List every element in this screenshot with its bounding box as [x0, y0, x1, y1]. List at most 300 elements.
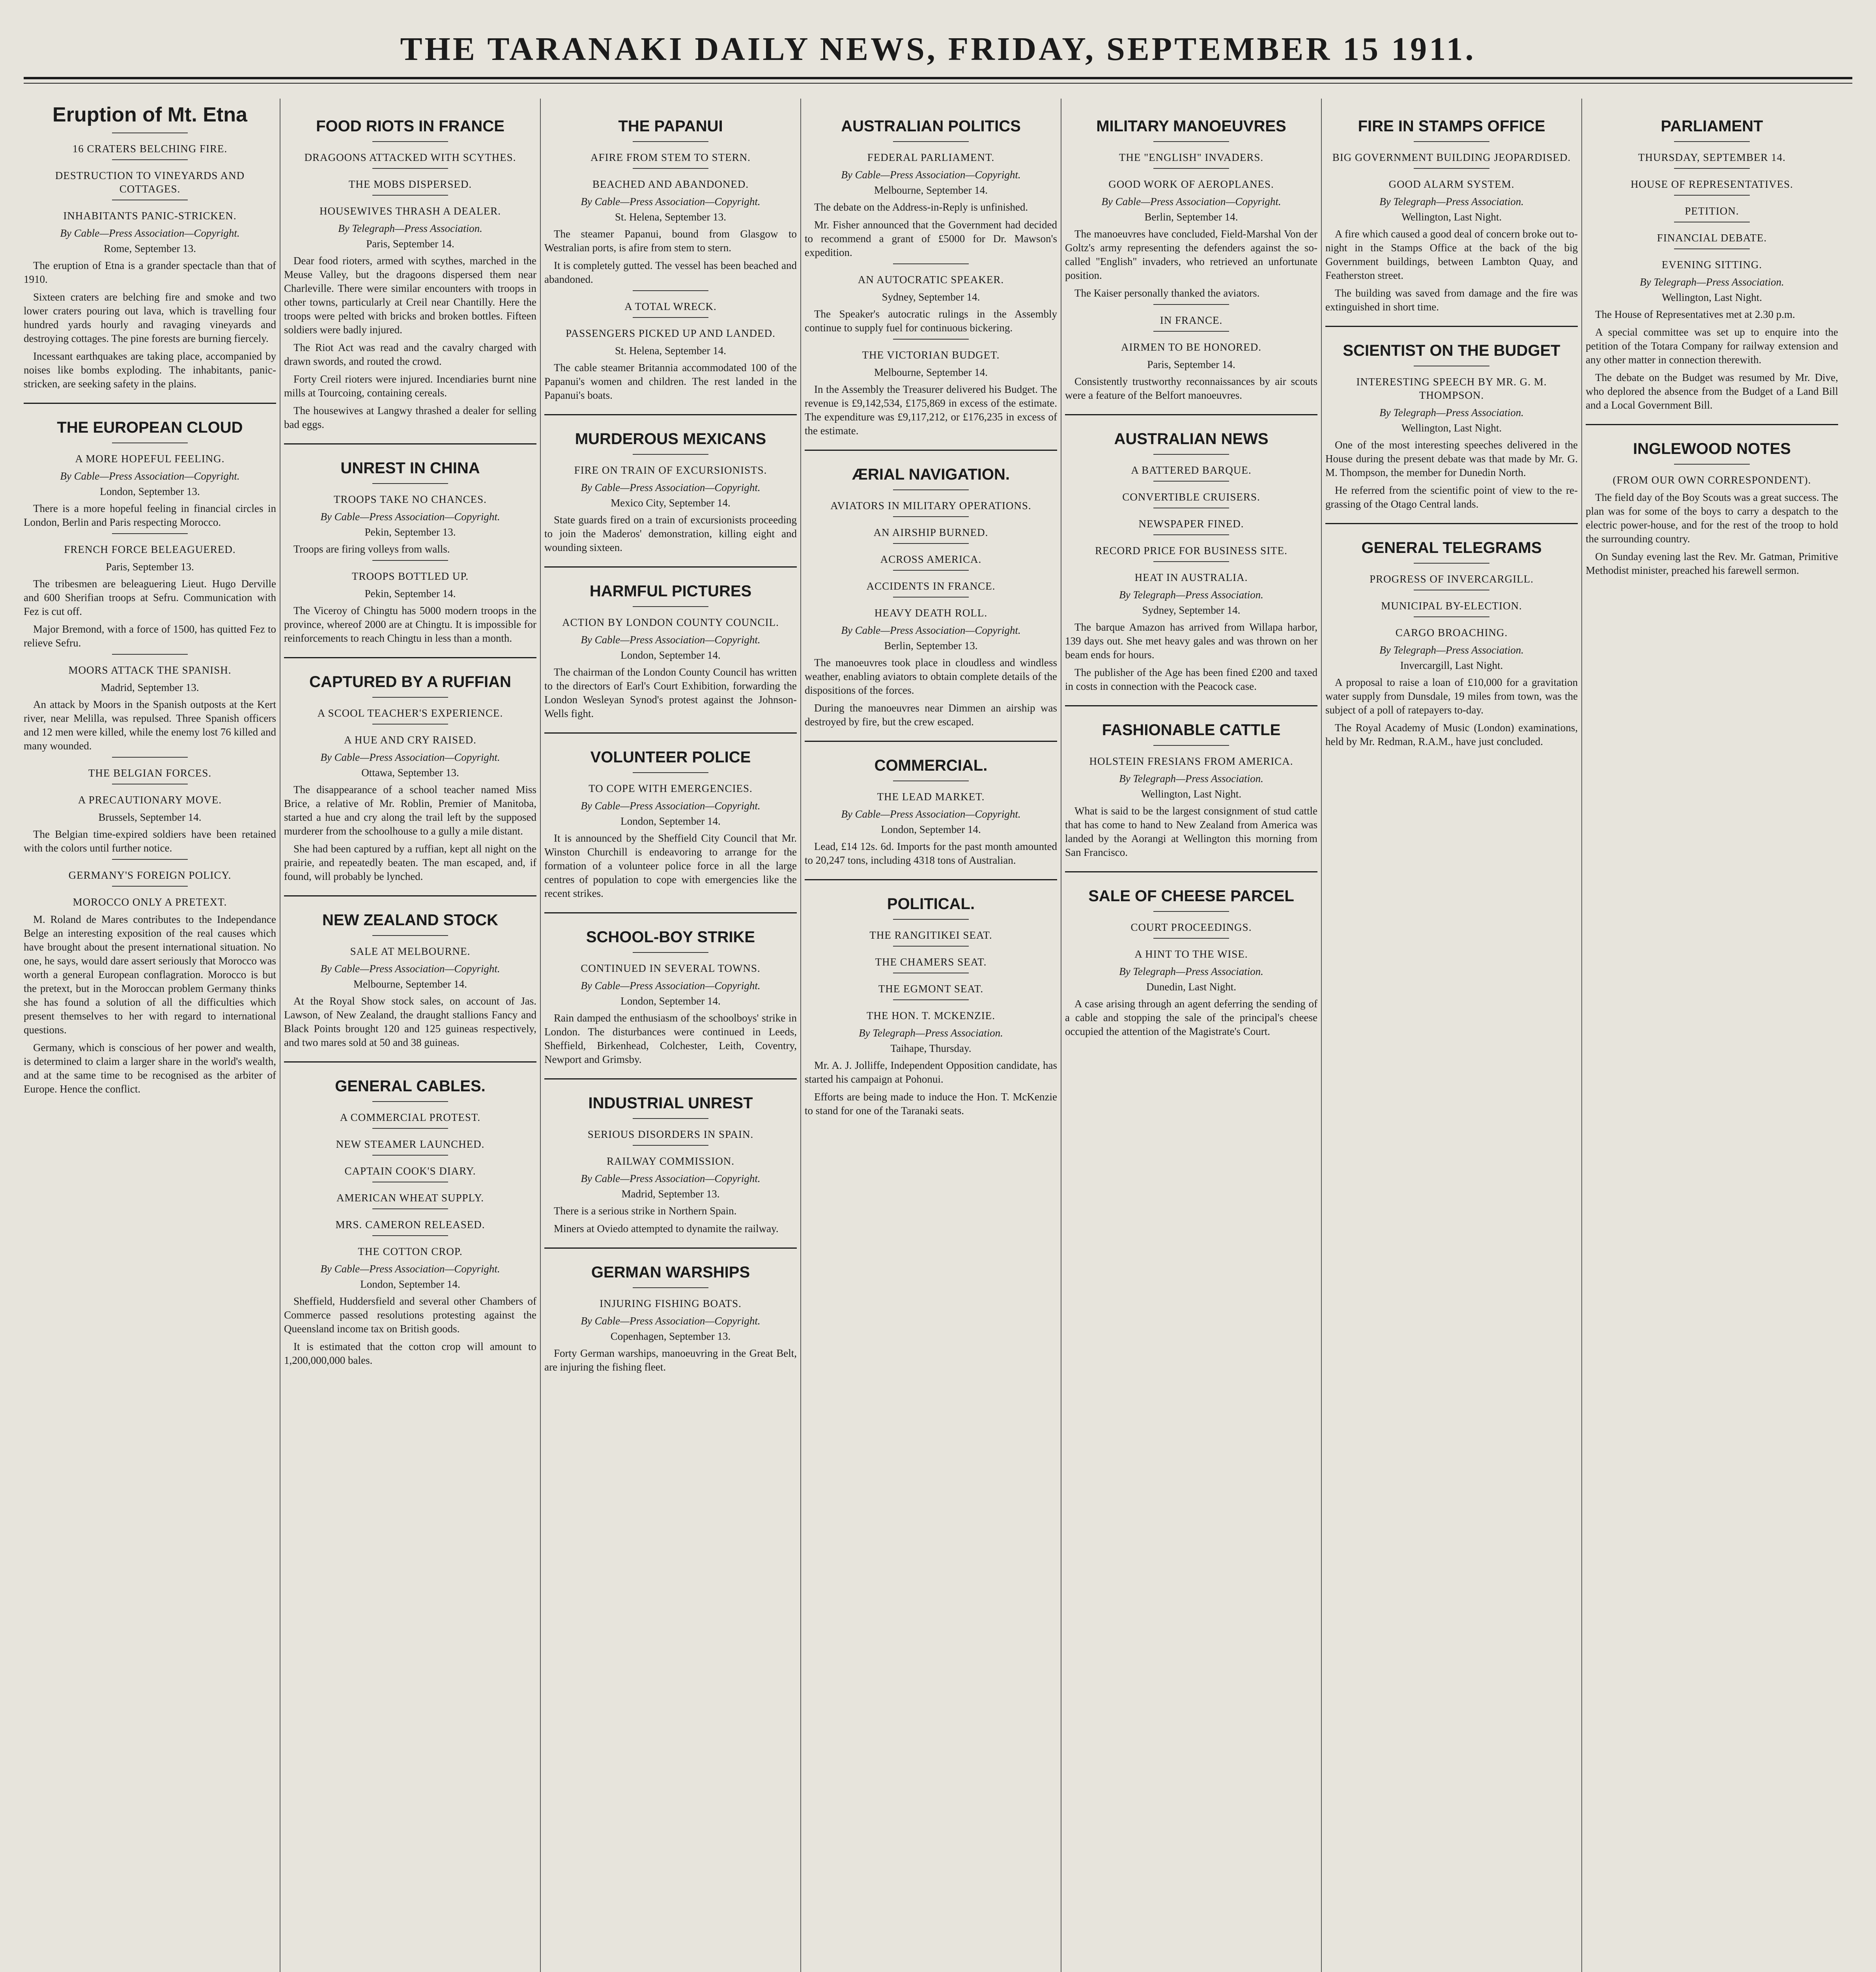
article: [24, 654, 276, 753]
short-rule: [372, 1155, 448, 1156]
article-subheading: DESTRUCTION TO VINEYARDS AND COTTAGES.: [55, 170, 245, 195]
body-paragraph: Miners at Oviedo attempted to dynamite the railway.: [554, 1223, 779, 1234]
dateline: London, September 14.: [360, 1278, 460, 1290]
article-subheading: CONTINUED IN SEVERAL TOWNS.: [581, 962, 760, 974]
article-subheading: THE BELGIAN FORCES.: [88, 767, 212, 779]
article-subheading: MOORS ATTACK THE SPANISH.: [68, 664, 232, 676]
section-rule: [1586, 424, 1838, 425]
article-heading: AUSTRALIAN NEWS: [1114, 430, 1269, 448]
article-heading: COMMERCIAL.: [874, 757, 988, 774]
article: [544, 414, 797, 555]
body-paragraph: In the Assembly the Treasurer delivered his Budget. The revenue is £9,142,534, £175,869 in excess of the estimate. The expenditure was £9,117,212, or £176,235 in excess of the estimate.: [805, 383, 1057, 437]
body-paragraph: Efforts are being made to induce the Hon. T. McKenzie to stand for one of the Taranaki seats.: [805, 1091, 1057, 1117]
body-paragraph: Major Bremond, with a force of 1500, has quitted Fez to relieve Sefru.: [24, 623, 276, 649]
body-paragraph: Sixteen craters are belching fire and smoke and two lower craters pouring out lava, which is travelling four hundred yards hourly and ravaging vineyards and destroying cottages. The pine forests are burning fiercely.: [24, 291, 276, 344]
wire-credit: By Cable—Press Association—Copyright.: [581, 800, 760, 812]
section-rule: [284, 443, 536, 444]
body-paragraph: An attack by Moors in the Spanish outposts at the Kert river, near Melilla, was repulsed. Three Spanish officers and 12 men were killed, while the enemy lost 76 killed and many wounded.: [24, 698, 276, 752]
article-subheading: FINANCIAL DEBATE.: [1657, 232, 1767, 244]
article: [24, 103, 276, 391]
article-heading: INDUSTRIAL UNREST: [588, 1094, 753, 1112]
short-rule: [1414, 168, 1489, 169]
section-rule: [544, 1078, 797, 1079]
dateline: London, September 14.: [620, 995, 721, 1007]
section-rule: [1325, 523, 1578, 524]
article-subheading: ACCIDENTS IN FRANCE.: [866, 580, 996, 592]
wire-credit: By Cable—Press Association—Copyright.: [1101, 196, 1281, 207]
short-rule: [372, 697, 448, 698]
article-subheading: NEW STEAMER LAUNCHED.: [336, 1138, 485, 1150]
article-subheading: ACROSS AMERICA.: [880, 553, 982, 565]
dateline: Melbourne, September 14.: [353, 978, 467, 990]
section-rule: [544, 732, 797, 734]
body-paragraph: The barque Amazon has arrived from Willapa harbor, 139 days out. She met heavy gales and was thrown on her beam ends for hours.: [1065, 621, 1317, 661]
article-subheading: TO COPE WITH EMERGENCIES.: [589, 782, 753, 794]
short-rule: [112, 533, 188, 534]
body-paragraph: The chairman of the London County Council has written to the directors of Earl's Court Exhibition, forwarding the London Wesleyan Synod's protest against the Johnson-Wells fight.: [544, 666, 797, 719]
article-subheading: A HINT TO THE WISE.: [1134, 948, 1248, 960]
article-heading: ÆRIAL NAVIGATION.: [852, 466, 1010, 483]
article-subheading: FEDERAL PARLIAMENT.: [867, 151, 995, 163]
dateline: Wellington, Last Night.: [1401, 422, 1502, 434]
column-divider: [540, 99, 541, 1972]
wire-credit: By Telegraph—Press Association.: [1119, 589, 1263, 601]
article-subheading: HOUSEWIVES THRASH A DEALER.: [319, 205, 501, 217]
section-rule: [805, 879, 1057, 880]
article-heading: THE EUROPEAN CLOUD: [57, 419, 243, 436]
wire-credit: By Cable—Press Association—Copyright.: [320, 751, 500, 763]
article-heading: FOOD RIOTS IN FRANCE: [316, 118, 505, 135]
body-paragraph: One of the most interesting speeches delivered in the House during the present debate was that made by Mr. G. M. Thompson, the member for Dunedin North.: [1325, 439, 1578, 478]
article-heading: GENERAL TELEGRAMS: [1361, 539, 1542, 556]
wire-credit: By Telegraph—Press Association.: [859, 1027, 1003, 1039]
short-rule: [893, 263, 969, 264]
article-heading: INGLEWOOD NOTES: [1633, 440, 1791, 458]
article-heading: POLITICAL.: [887, 895, 975, 913]
dateline: Dunedin, Last Night.: [1146, 981, 1236, 993]
short-rule: [633, 1287, 708, 1288]
wire-credit: By Cable—Press Association—Copyright.: [581, 1315, 760, 1327]
section-rule: [284, 657, 536, 658]
body-paragraph: The disappearance of a school teacher named Miss Brice, a relative of Mr. Roblin, Premier of Manitoba, started a hue and cry along the trail left by the supposed murderer from the schoolhouse to a gully a mile distant.: [284, 784, 536, 837]
dateline: Rome, September 13.: [104, 243, 196, 254]
short-rule: [633, 454, 708, 455]
article-subheading: CARGO BROACHING.: [1395, 627, 1508, 639]
article: [544, 912, 797, 1066]
body-paragraph: Forty Creil rioters were injured. Incendiaries burnt nine mills at Tourcoing, containing cereals.: [284, 373, 536, 399]
body-paragraph: Lead, £14 12s. 6d. Imports for the past month amounted to 20,247 tons, including 4318 tons of Australian.: [805, 840, 1057, 866]
body-paragraph: The Viceroy of Chingtu has 5000 modern troops in the province, whereof 2000 are at Chingtu. It is impossible for reinforcements to reach Chingtu in less than a month.: [284, 605, 536, 644]
article-subheading: AVIATORS IN MILITARY OPERATIONS.: [830, 500, 1031, 512]
short-rule: [1153, 938, 1229, 939]
article-subheading: HOLSTEIN FRESIANS FROM AMERICA.: [1089, 755, 1293, 767]
body-paragraph: She had been captured by a ruffian, kept all night on the prairie, and repeatedly beaten. The man escaped, and, if found, will probably be lynched.: [284, 843, 536, 882]
wire-credit: By Cable—Press Association—Copyright.: [320, 1263, 500, 1275]
article-heading: VOLUNTEER POLICE: [590, 749, 751, 766]
body-paragraph: The Riot Act was read and the cavalry charged with drawn swords, and routed the crowd.: [284, 342, 536, 367]
article-subheading: CAPTAIN COOK'S DIARY.: [344, 1165, 476, 1177]
body-paragraph: The manoeuvres took place in cloudless and windless weather, enabling aviators to obtain complete details of the dispositions of the forces.: [805, 657, 1057, 696]
article-subheading: NEWSPAPER FINED.: [1138, 518, 1244, 530]
article-subheading: MUNICIPAL BY-ELECTION.: [1381, 600, 1522, 612]
article-subheading: SERIOUS DISORDERS IN SPAIN.: [587, 1128, 754, 1140]
dateline: Madrid, September 13.: [621, 1188, 720, 1200]
dateline: St. Helena, September 14.: [615, 345, 726, 357]
masthead-rule-bottom: [24, 83, 1852, 84]
short-rule: [1153, 168, 1229, 169]
body-paragraph: It is completely gutted. The vessel has been beached and abandoned.: [544, 260, 797, 285]
short-rule: [372, 1208, 448, 1209]
body-paragraph: Sheffield, Huddersfield and several other Chambers of Commerce passed resolutions protesting against the Queensland income tax on British goods.: [284, 1295, 536, 1335]
dateline: Paris, September 14.: [1147, 359, 1235, 370]
short-rule: [893, 543, 969, 544]
article-subheading: A TOTAL WRECK.: [624, 301, 717, 312]
article: [1065, 871, 1317, 1038]
body-paragraph: The Royal Academy of Music (London) examinations, held by Mr. Redman, R.A.M., have just concluded.: [1325, 722, 1578, 747]
short-rule: [1674, 195, 1750, 196]
short-rule: [372, 1101, 448, 1102]
body-paragraph: At the Royal Show stock sales, on account of Jas. Lawson, of New Zealand, the draught stallions Fancy and Black Points brought 120 and 125 guineas respectively, and two mares sold at 50 and 38 guineas.: [284, 995, 536, 1048]
body-paragraph: A special committee was set up to enquire into the petition of the Totara Company for railway extension and any other matter in connection therewith.: [1586, 326, 1838, 366]
newspaper-column: [805, 103, 1057, 1972]
article: [1065, 414, 1317, 693]
body-paragraph: On Sunday evening last the Rev. Mr. Gatman, Primitive Methodist minister, preached his farewell sermon.: [1586, 551, 1838, 576]
body-paragraph: The building was saved from damage and the fire was extinguished in short time.: [1325, 287, 1578, 313]
article: [805, 339, 1057, 438]
article-heading: FASHIONABLE CATTLE: [1102, 721, 1281, 739]
newspaper-column: [1325, 103, 1578, 1972]
wire-credit: By Telegraph—Press Association.: [1379, 644, 1524, 656]
dateline: Madrid, September 13.: [101, 682, 199, 693]
article: [544, 1247, 797, 1374]
short-rule: [893, 999, 969, 1000]
dateline: Melbourne, September 14.: [874, 184, 988, 196]
article-subheading: THE HON. T. MCKENZIE.: [867, 1010, 995, 1021]
article-subheading: THE MOBS DISPERSED.: [348, 178, 472, 190]
column-divider: [1321, 99, 1322, 1972]
short-rule: [1414, 563, 1489, 564]
short-rule: [1153, 454, 1229, 455]
article: [544, 290, 797, 402]
article-subheading: GOOD WORK OF AEROPLANES.: [1108, 178, 1274, 190]
article-subheading: THE CHAMERS SEAT.: [875, 956, 987, 968]
article-subheading: INTERESTING SPEECH BY MR. G. M. THOMPSON.: [1356, 376, 1547, 401]
body-paragraph: He referred from the scientific point of view to the re-grassing of the Otago Central lands.: [1325, 484, 1578, 510]
article-subheading: THURSDAY, SEPTEMBER 14.: [1638, 151, 1786, 163]
dateline: Paris, September 13.: [106, 561, 194, 573]
body-paragraph: A fire which caused a good deal of concern broke out to-night in the Stamps Office at the back of the big Government buildings, between Lambton Quay, and Featherston street.: [1325, 228, 1578, 281]
section-rule: [24, 403, 276, 404]
article-subheading: THE LEAD MARKET.: [877, 791, 985, 803]
article-subheading: THE VICTORIAN BUDGET.: [862, 349, 1000, 361]
article-subheading: ACTION BY LONDON COUNTY COUNCIL.: [562, 616, 779, 628]
article: [284, 443, 536, 556]
body-paragraph: The Kaiser personally thanked the aviators.: [1074, 287, 1260, 299]
dateline: St. Helena, September 13.: [615, 211, 726, 223]
wire-credit: By Cable—Press Association—Copyright.: [581, 196, 760, 207]
article: [24, 859, 276, 1096]
article-heading: SCIENTIST ON THE BUDGET: [1343, 342, 1560, 359]
section-rule: [1325, 326, 1578, 327]
newspaper-column: [284, 103, 536, 1972]
article-subheading: IN FRANCE.: [1160, 314, 1223, 326]
short-rule: [112, 159, 188, 160]
body-paragraph: Germany, which is conscious of her power and wealth, is determined to claim a larger share in the world's wealth, and at the same time to be recognised as the arbiter of Europe. Hence the conflict.: [24, 1042, 276, 1095]
dateline: Copenhagen, September 13.: [610, 1330, 731, 1342]
short-rule: [893, 597, 969, 598]
article: [1065, 304, 1317, 402]
short-rule: [893, 919, 969, 920]
wire-credit: By Cable—Press Association—Copyright.: [581, 482, 760, 493]
body-paragraph: The debate on the Budget was resumed by Mr. Dive, who deplored the absence from the Budget of a Land Bill and a Local Government Bill.: [1586, 372, 1838, 411]
article: [284, 117, 536, 431]
dateline: Sydney, September 14.: [882, 291, 980, 303]
section-rule: [284, 1061, 536, 1063]
article-subheading: AIRMEN TO BE HONORED.: [1121, 341, 1261, 353]
dateline: Pekin, September 14.: [364, 588, 456, 599]
article-heading: GENERAL CABLES.: [335, 1078, 486, 1095]
article-subheading: RECORD PRICE FOR BUSINESS SITE.: [1095, 545, 1287, 556]
short-rule: [1674, 464, 1750, 465]
newspaper-column: [24, 103, 276, 1972]
body-paragraph: The publisher of the Age has been fined £200 and taxed in costs in connection with the Peacock case.: [1065, 667, 1317, 692]
wire-credit: By Telegraph—Press Association.: [1379, 196, 1524, 207]
short-rule: [1153, 911, 1229, 912]
wire-credit: By Cable—Press Association—Copyright.: [581, 634, 760, 646]
article-subheading: TROOPS BOTTLED UP.: [351, 570, 469, 582]
article: [544, 566, 797, 721]
short-rule: [1153, 745, 1229, 746]
body-paragraph: A case arising through an agent deferring the sending of a cable and stopping the sale of the principal's cheese occupied the attention of the Magistrate's Court.: [1065, 998, 1317, 1037]
body-paragraph: A proposal to raise a loan of £10,000 for a gravitation water supply from Dunsdale, 19 miles from town, was the subject of a poll of ratepayers to-day.: [1325, 676, 1578, 716]
article: [1065, 705, 1317, 859]
wire-credit: By Cable—Press Association—Copyright.: [320, 511, 500, 523]
wire-credit: By Telegraph—Press Association.: [1640, 276, 1784, 288]
article-subheading: A BATTERED BARQUE.: [1131, 464, 1252, 476]
body-paragraph: The cable steamer Britannia accommodated 100 of the Papanui's women and children. The rest landed in the Papanui's boats.: [544, 362, 797, 401]
article: [24, 533, 276, 650]
article-subheading: A PRECAUTIONARY MOVE.: [78, 794, 222, 806]
section-rule: [805, 741, 1057, 742]
article-heading: GERMAN WARSHIPS: [591, 1264, 750, 1281]
short-rule: [112, 757, 188, 758]
section-rule: [1065, 705, 1317, 706]
short-rule: [1153, 534, 1229, 535]
article-subheading: HEAVY DEATH ROLL.: [874, 607, 988, 619]
section-rule: [544, 912, 797, 913]
article-subheading: THE "ENGLISH" INVADERS.: [1119, 151, 1264, 163]
short-rule: [372, 724, 448, 725]
article-subheading: A SCOOL TEACHER'S EXPERIENCE.: [317, 707, 503, 719]
article-heading: CAPTURED BY A RUFFIAN: [309, 673, 511, 691]
wire-credit: By Cable—Press Association—Copyright.: [841, 808, 1021, 820]
article: [805, 263, 1057, 335]
short-rule: [1153, 304, 1229, 305]
short-rule: [633, 168, 708, 169]
body-paragraph: The Speaker's autocratic rulings in the Assembly continue to supply fuel for continuous bickering.: [805, 308, 1057, 334]
short-rule: [893, 339, 969, 340]
short-rule: [372, 483, 448, 484]
article-heading: SCHOOL-BOY STRIKE: [586, 928, 755, 946]
dateline: London, September 14.: [881, 824, 981, 835]
section-rule: [544, 566, 797, 568]
dateline: Paris, September 14.: [366, 238, 454, 250]
article: [24, 757, 276, 855]
short-rule: [893, 516, 969, 517]
article: [1586, 424, 1838, 577]
article: [284, 560, 536, 645]
article: [24, 403, 276, 529]
section-rule: [544, 1247, 797, 1249]
column-divider: [800, 99, 801, 1972]
short-rule: [893, 141, 969, 142]
wire-credit: By Telegraph—Press Association.: [1379, 407, 1524, 418]
body-paragraph: The field day of the Boy Scouts was a great success. The plan was for some of the boys to carry a despatch to the electric power-house, and for the rest of the troop to hold the surrounding country.: [1586, 491, 1838, 545]
body-paragraph: It is estimated that the cotton crop will amount to 1,200,000,000 bales.: [284, 1341, 536, 1366]
article-subheading: PETITION.: [1685, 205, 1739, 217]
short-rule: [1674, 168, 1750, 169]
short-rule: [372, 935, 448, 936]
article-heading: PARLIAMENT: [1661, 118, 1763, 135]
short-rule: [372, 141, 448, 142]
article-subheading: CONVERTIBLE CRUISERS.: [1122, 491, 1260, 503]
body-paragraph: Mr. Fisher announced that the Government had decided to recommend a grant of £5000 for Dr. Mawson's expedition.: [805, 219, 1057, 258]
short-rule: [372, 560, 448, 561]
newspaper-column: [1065, 103, 1317, 1972]
dateline: Invercargill, Last Night.: [1400, 659, 1503, 671]
article-subheading: AMERICAN WHEAT SUPPLY.: [336, 1192, 484, 1204]
article-subheading: DRAGOONS ATTACKED WITH SCYTHES.: [304, 151, 516, 163]
short-rule: [1153, 561, 1229, 562]
short-rule: [372, 195, 448, 196]
article-subheading: INJURING FISHING BOATS.: [600, 1298, 742, 1309]
article-heading: FIRE IN STAMPS OFFICE: [1358, 118, 1545, 135]
article-subheading: A COMMERCIAL PROTEST.: [340, 1111, 481, 1123]
newspaper-column: [1586, 103, 1838, 1972]
article: [544, 1078, 797, 1236]
body-paragraph: The manoeuvres have concluded, Field-Marshal Von der Goltz's army representing the defenders against the so-called "English" invaders, who retrieved an unfortunate position.: [1065, 228, 1317, 281]
short-rule: [1414, 141, 1489, 142]
body-paragraph: M. Roland de Mares contributes to the Independance Belge an interesting exposition of the real causes which have brought about the present international situation. No one, he says, would dare assert seriously that Morocco was worth a general European conflagration. Morocco is but the pretext, but in the Moroccan problem Germany thinks she has found a solution of all the difficulties which present themselves to her with regard to international questions.: [24, 913, 276, 1036]
wire-credit: By Cable—Press Association—Copyright.: [581, 980, 760, 992]
wire-credit: By Telegraph—Press Association.: [1119, 965, 1263, 977]
article-subheading: HOUSE OF REPRESENTATIVES.: [1630, 178, 1794, 190]
short-rule: [893, 570, 969, 571]
short-rule: [633, 290, 708, 291]
body-paragraph: It is announced by the Sheffield City Council that Mr. Winston Churchill is endeavoring to arrange for the formation of a volunteer police force in all the large centres of population to cope with emergencies like the recent strikes.: [544, 832, 797, 899]
body-paragraph: The Belgian time-expired soldiers have been retained with the colors until further notice.: [24, 828, 276, 854]
body-paragraph: The steamer Papanui, bound from Glasgow to Westralian ports, is afire from stem to stern.: [544, 228, 797, 254]
article: [1586, 117, 1838, 412]
article-subheading: 16 CRATERS BELCHING FIRE.: [72, 143, 228, 155]
short-rule: [1414, 616, 1489, 617]
article-heading: Eruption of Mt. Etna: [52, 103, 247, 126]
article-subheading: MRS. CAMERON RELEASED.: [335, 1219, 485, 1231]
short-rule: [633, 952, 708, 953]
short-rule: [1153, 481, 1229, 482]
dateline: Wellington, Last Night.: [1141, 788, 1242, 800]
wire-credit: By Cable—Press Association—Copyright.: [320, 963, 500, 975]
article-subheading: INHABITANTS PANIC-STRICKEN.: [63, 210, 237, 222]
short-rule: [633, 1118, 708, 1119]
body-paragraph: There is a more hopeful feeling in financial circles in London, Berlin and Paris respecting Morocco.: [24, 502, 276, 528]
dateline: London, September 14.: [620, 815, 721, 827]
short-rule: [1674, 141, 1750, 142]
short-rule: [893, 946, 969, 947]
short-rule: [1153, 141, 1229, 142]
short-rule: [112, 886, 188, 887]
dateline: Sydney, September 14.: [1142, 604, 1241, 616]
body-paragraph: Dear food rioters, armed with scythes, marched in the Meuse Valley, but the dragoons dispersed them near Charleville. There were similar encounters with troops in other towns, particularly at Creil near Chantilly. Here the troops were pelted with bricks and broken bottles. Fifteen soldiers were badly injured.: [284, 255, 536, 336]
dateline: London, September 13.: [100, 486, 200, 497]
body-paragraph: There is a serious strike in Northern Spain.: [554, 1205, 737, 1217]
masthead-rule-top: [24, 77, 1852, 79]
body-paragraph: Consistently trustworthy reconnaissances by air scouts were a feature of the Belfort manoeuvres.: [1065, 375, 1317, 401]
article: [805, 741, 1057, 867]
article-subheading: FRENCH FORCE BELEAGUERED.: [64, 543, 236, 555]
article: [1065, 117, 1317, 300]
body-paragraph: Forty German warships, manoeuvring in the Great Belt, are injuring the fishing fleet.: [544, 1347, 797, 1373]
article: [544, 117, 797, 286]
article-subheading: SALE AT MELBOURNE.: [350, 945, 471, 957]
article-subheading: FIRE ON TRAIN OF EXCURSIONISTS.: [574, 464, 767, 476]
article-heading: UNREST IN CHINA: [340, 459, 480, 477]
article-subheading: AN AUTOCRATIC SPEAKER.: [858, 274, 1004, 286]
newspaper-column: [544, 103, 797, 1972]
dateline: Wellington, Last Night.: [1401, 211, 1502, 223]
article-subheading: GERMANY'S FOREIGN POLICY.: [68, 869, 232, 881]
article-heading: SALE OF CHEESE PARCEL: [1088, 887, 1294, 905]
article-subheading: GOOD ALARM SYSTEM.: [1388, 178, 1515, 190]
article-subheading: HEAT IN AUSTRALIA.: [1134, 571, 1248, 583]
article-subheading: (FROM OUR OWN CORRESPONDENT).: [1613, 474, 1811, 486]
article-subheading: RAILWAY COMMISSION.: [606, 1155, 735, 1167]
dateline: Melbourne, September 14.: [874, 366, 988, 378]
article-subheading: AN AIRSHIP BURNED.: [873, 527, 988, 538]
article: [284, 1061, 536, 1367]
section-rule: [1065, 871, 1317, 872]
article-subheading: THE RANGITIKEI SEAT.: [869, 929, 992, 941]
body-paragraph: The debate on the Address-in-Reply is unfinished.: [814, 201, 1028, 213]
dateline: Berlin, September 14.: [1144, 211, 1238, 223]
body-paragraph: The housewives at Langwy thrashed a dealer for selling bad eggs.: [284, 405, 536, 430]
short-rule: [372, 1235, 448, 1236]
article-subheading: EVENING SITTING.: [1661, 259, 1762, 271]
article-subheading: PROGRESS OF INVERCARGILL.: [1370, 573, 1534, 585]
wire-credit: By Cable—Press Association—Copyright.: [60, 470, 240, 482]
article-subheading: AFIRE FROM STEM TO STERN.: [590, 151, 751, 163]
body-paragraph: Incessant earthquakes are taking place, accompanied by noises like bombs exploding. The inhabitants, panic-stricken, are seeking safety in the plains.: [24, 350, 276, 390]
short-rule: [893, 489, 969, 490]
article: [284, 657, 536, 883]
article-heading: AUSTRALIAN POLITICS: [841, 118, 1021, 135]
article-heading: MURDEROUS MEXICANS: [575, 430, 766, 448]
article: [544, 732, 797, 900]
article: [805, 450, 1057, 729]
wire-credit: By Cable—Press Association—Copyright.: [841, 169, 1021, 181]
article-heading: MILITARY MANOEUVRES: [1096, 118, 1286, 135]
article-subheading: MOROCCO ONLY A PRETEXT.: [73, 896, 227, 908]
body-paragraph: The tribesmen are beleaguering Lieut. Hugo Derville and 600 Sherifian troops at Sefru. Communication with Fez is cut off.: [24, 578, 276, 617]
article: [1325, 523, 1578, 749]
section-rule: [805, 450, 1057, 451]
short-rule: [633, 1145, 708, 1146]
article-heading: NEW ZEALAND STOCK: [322, 911, 498, 929]
wire-credit: By Telegraph—Press Association.: [1119, 773, 1263, 784]
dateline: Taihape, Thursday.: [890, 1042, 972, 1054]
body-paragraph: The eruption of Etna is a grander spectacle than that of 1910.: [24, 260, 276, 285]
short-rule: [372, 1128, 448, 1129]
